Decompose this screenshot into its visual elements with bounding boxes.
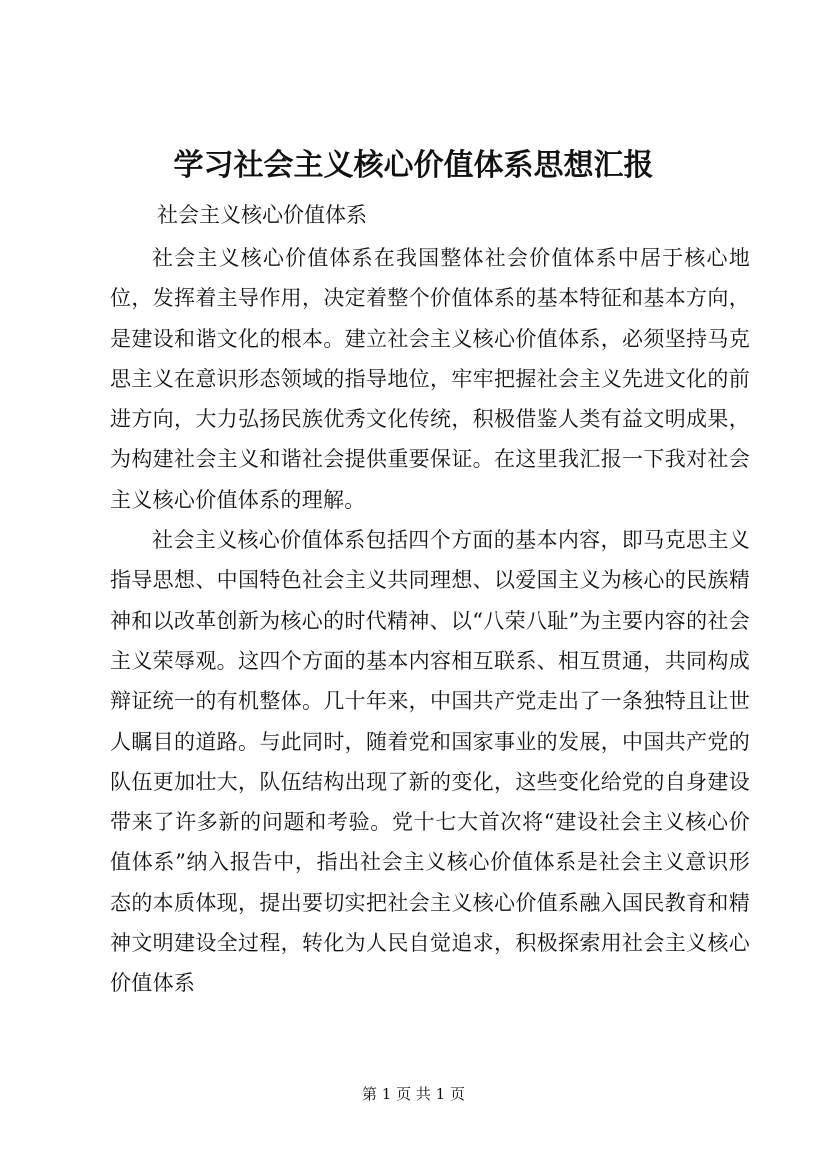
document-subtitle: 社会主义核心价值体系 [157, 203, 367, 227]
document-title: 学习社会主义核心价值体系思想汇报 [173, 148, 654, 183]
paragraph-1: 社会主义核心价值体系在我国整体社会价值体系中居于核心地位，发挥着主导作用，决定着整个价值体系的基本特征和基本方向，是建设和谐文化的根本。建立社会主义核心价值体系，必须坚持马克思主义在意识形态领域的指导地位，牢牢把握社会主义先进文化的前进方向，大力弘扬民族优秀文化传统，积极借鉴人类有益文明成果，为构建社会主义和谐社会提供重要保证。在这里我汇报一下我对社会主义核心价值体系的理解。 [110, 246, 750, 512]
page-number-footer: 第 1 页 共 1 页 [362, 1085, 465, 1103]
document-body [110, 238, 750, 1004]
paragraph-2: 社会主义核心价值体系包括四个方面的基本内容，即马克思主义指导思想、中国特色社会主义共同理想、以爱国主义为核心的民族精神和以改革创新为核心的时代精神、以“八荣八耻”为主要内容的社会主义荣辱观。这四个方面的基本内容相互联系、相互贯通，共同构成辩证统一的有机整体。几十年来，中国共产党走出了一条独特且让世人瞩目的道路。与此同时，随着党和国家事业的发展，中国共产党的队伍更加壮大，队伍结构出现了新的变化，这些变化给党的自身建设带来了许多新的问题和考验。党十七大首次将“建设社会主义核心价值体系”纳入报告中，指出社会主义核心价值体系是社会主义意识形态的本质体现，提出要切实把社会主义核心价值系融入国民教育和精神文明建设全过程，转化为人民自觉追求，积极探索用社会主义核心价值体系 [110, 528, 750, 996]
